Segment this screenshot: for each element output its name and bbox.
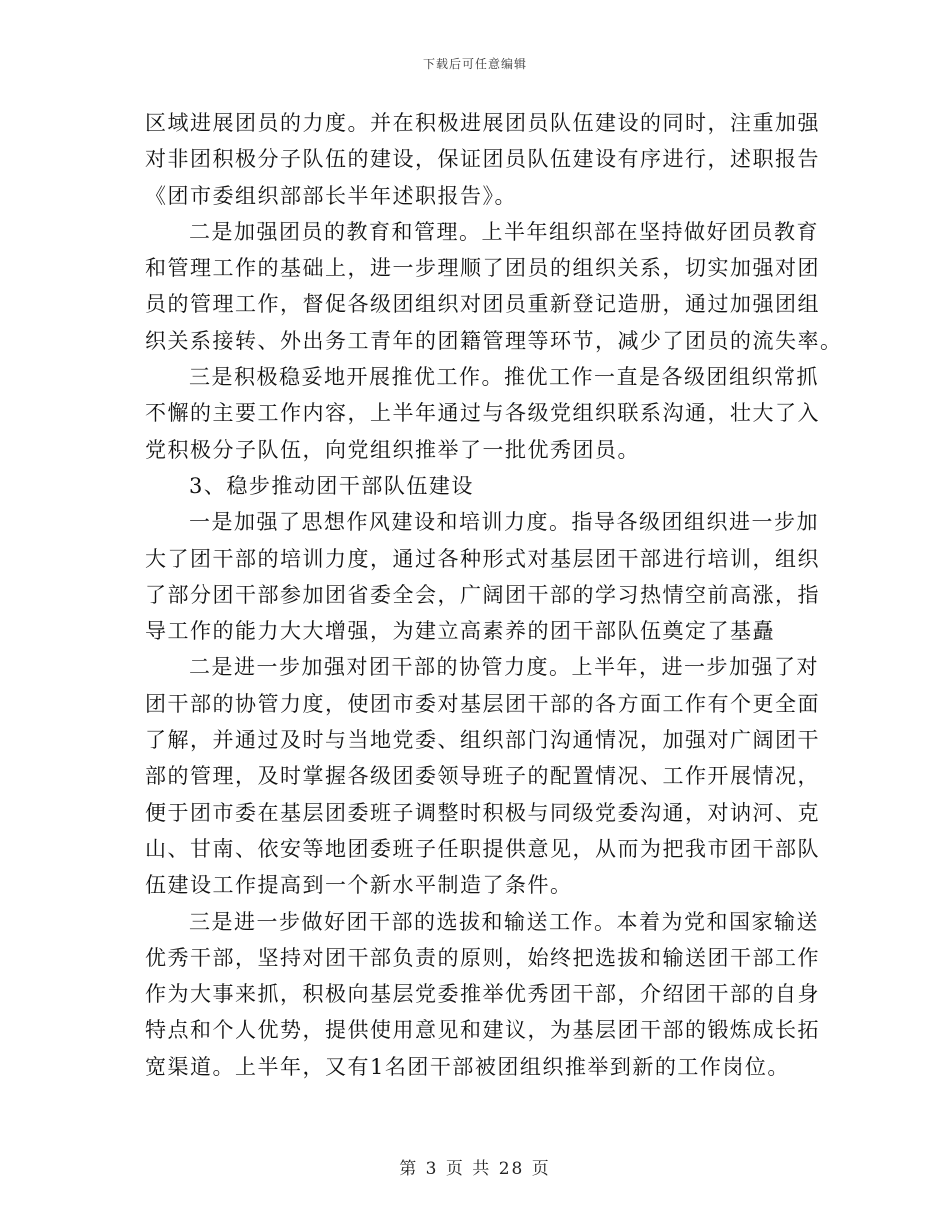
page-header-note: 下载后可任意编辑 bbox=[422, 57, 527, 71]
section-heading: 3、稳步推动团干部队伍建设 bbox=[189, 473, 474, 498]
paragraph-start-line: 三是积极稳妥地开展推优工作。推优工作一直是各级团组织常抓 bbox=[189, 365, 819, 390]
text-line: 特点和个人优势，提供使用意见和建议，为基层团干部的锻炼成长拓 bbox=[145, 1018, 820, 1043]
text-line: 了部分团干部参加团省委全会，广阔团干部的学习热情空前高涨，指 bbox=[145, 582, 820, 607]
paragraph-start-line: 三是进一步做好团干部的选拔和输送工作。本着为党和国家输送 bbox=[189, 909, 819, 934]
text-line: 大了团干部的培训力度，通过各种形式对基层团干部进行培训，组织 bbox=[145, 546, 820, 571]
text-line: 不懈的主要工作内容，上半年通过与各级党组织联系沟通，壮大了入 bbox=[145, 401, 820, 426]
text-line: 便于团市委在基层团委班子调整时积极与同级党委沟通，对讷河、克 bbox=[145, 800, 820, 825]
text-line: 织关系接转、外出务工青年的团籍管理等环节，减少了团员的流失率。 bbox=[145, 328, 843, 353]
text-line: 团干部的协管力度，使团市委对基层团干部的各方面工作有个更全面 bbox=[145, 691, 820, 716]
text-line: 山、甘南、依安等地团委班子任职提供意见，从而为把我市团干部队 bbox=[145, 836, 820, 861]
text-line: 区域进展团员的力度。并在积极进展团员队伍建设的同时，注重加强 bbox=[145, 111, 820, 135]
text-line: 伍建设工作提高到一个新水平制造了条件。 bbox=[145, 873, 573, 898]
text-line: 和管理工作的基础上，进一步理顺了团员的组织关系，切实加强对团 bbox=[145, 256, 820, 281]
paragraph-start-line: 一是加强了思想作风建设和培训力度。指导各级团组织进一步加 bbox=[189, 510, 819, 535]
text-line: 对非团积极分子队伍的建设，保证团员队伍建设有序进行，述职报告 bbox=[145, 147, 820, 172]
text-line: 员的管理工作，督促各级团组织对团员重新登记造册，通过加强团组 bbox=[145, 292, 820, 317]
text-line: 党积极分子队伍，向党组织推举了一批优秀团员。 bbox=[145, 437, 640, 462]
page-number-footer: 第 3 页 共 28 页 bbox=[399, 1159, 551, 1179]
text-line: 导工作的能力大大增强，为建立高素养的团干部队伍奠定了基矗 bbox=[145, 619, 775, 644]
text-line: 优秀干部，坚持对团干部负责的原则，始终把选拔和输送团干部工作 bbox=[145, 945, 820, 970]
document-body bbox=[145, 105, 843, 1085]
text-line: 宽渠道。上半年，又有1名团干部被团组织推举到新的工作岗位。 bbox=[145, 1054, 790, 1079]
text-line: 了解，并通过及时与当地党委、组织部门沟通情况，加强对广阔团干 bbox=[145, 728, 820, 753]
paragraph-start-line: 二是加强团员的教育和管理。上半年组织部在坚持做好团员教育 bbox=[189, 219, 819, 244]
text-line: 作为大事来抓，积极向基层党委推举优秀团干部，介绍团干部的自身 bbox=[145, 982, 820, 1007]
paragraph-start-line: 二是进一步加强对团干部的协管力度。上半年，进一步加强了对 bbox=[189, 655, 819, 680]
text-line: 部的管理，及时掌握各级团委领导班子的配置情况、工作开展情况， bbox=[145, 764, 820, 789]
text-line: 《团市委组织部部长半年述职报告》。 bbox=[145, 183, 517, 208]
